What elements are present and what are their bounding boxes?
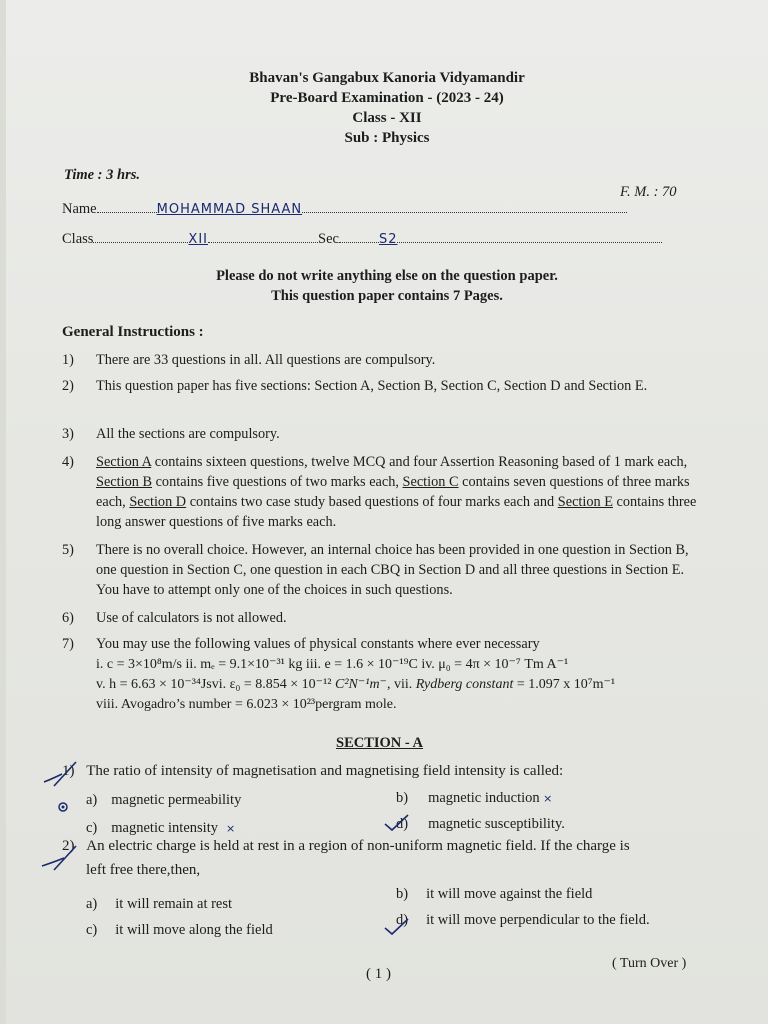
full-marks: F. M. : 70 <box>620 184 677 200</box>
notice-line-2: This question paper contains 7 Pages. <box>271 288 503 304</box>
option-1c: c) magnetic intensity × <box>86 820 236 836</box>
option-1d: d) magnetic susceptibility. <box>396 816 565 832</box>
option-2b: b) it will move against the field <box>396 886 593 902</box>
question-number: 1) <box>62 763 75 779</box>
instructions-heading: General Instructions : <box>62 324 204 340</box>
tick-mark-icon <box>382 812 410 834</box>
class-value: XII <box>188 232 208 247</box>
sec-label: Sec <box>318 231 339 247</box>
turn-over: ( Turn Over ) <box>612 956 687 971</box>
question-paper <box>6 0 768 1024</box>
notice-line-1: Please do not write anything else on the question paper. <box>216 268 558 284</box>
sec-value: S2 <box>378 232 398 247</box>
question-text: An electric charge is held at rest in a region of non-uniform magnetic field. If the charge is <box>86 838 630 854</box>
name-line <box>62 201 627 218</box>
cross-mark-icon: × <box>539 792 553 805</box>
constants-line-1: i. c = 3×10⁸m/s ii. mₑ = 9.1×10⁻³¹ kg iii. e = 1.6 × 10⁻¹⁹C iv. μ₀ = 4π × 10⁻⁷ Tm A⁻¹ <box>96 657 569 672</box>
constants-line-2: v. h = 6.63 × 10⁻³⁴Jsvi. ε₀ = 8.854 × 10⁻¹² C²N⁻¹m⁻, vii. Rydberg constant = 1.097 x 10⁷m⁻¹ <box>96 677 616 692</box>
name-label: Name <box>62 201 97 217</box>
page-number: ( 1 ) <box>366 966 391 982</box>
instructions-list: 1) There are 33 questions in all. All questions are compulsory. 2) This question paper has five sections: Section A, Section B, Section C, Section D and Section E. 3) All the sections are compulsory. 4) Section A contains sixteen questions, twelve MCQ and four Assertion Reasoning based of 1 mark each, Section B contains five questions of two marks each, Section C contains seven questions of three marks each, Section D contains two case study based questions of four marks each and Section E contains three long answer questions of five marks each. 5) There is no overall choice. However, an internal choice has been provided in one question in Section B, one question in Section C, one question in each CBQ in Section D and all three questions in Section E. You have to attempt only one of the choices in such questions. 6) Use of calculators is not allowed. 7) You may use the following values of physical constants where ever necessary i. c = 3×10⁸m/s ii. mₑ = 9.1×10⁻³¹ kg iii. e = 1.6 × 10⁻¹⁹C iv. μ₀ = 4π × 10⁻⁷ Tm A⁻¹ v. h = 6.63 × 10⁻³⁴Jsvi. ε₀ = 8.854 × 10⁻¹² C²N⁻¹m⁻, vii. Rydberg constant = 1.097 x 10⁷m⁻¹ viii. Avogadro’s number = 6.023 × 10²³pergram mole. <box>62 350 702 730</box>
option-2c: c) it will move along the field <box>86 922 273 938</box>
cross-mark-icon: × <box>225 822 236 835</box>
question-number: 2) <box>62 838 75 854</box>
option-1a: a) magnetic permeability <box>86 792 242 808</box>
exam-title: Pre-Board Examination - (2023 - 24) <box>270 90 504 106</box>
tick-mark-icon <box>40 844 80 872</box>
tick-mark-icon <box>40 760 80 788</box>
time-label: Time : 3 hrs. <box>64 167 140 183</box>
question-2-continued: left free there,then, <box>86 862 201 878</box>
question-2 <box>62 838 630 855</box>
dot-mark-icon <box>56 800 70 814</box>
option-2d: d) it will move perpendicular to the field. <box>396 912 650 928</box>
class-label: Class <box>62 231 94 247</box>
question-1 <box>62 763 563 780</box>
name-value: MOHAMMAD SHAAN <box>156 202 303 217</box>
constants-line-3: viii. Avogadro’s number = 6.023 × 10²³pergram mole. <box>96 697 397 712</box>
question-text: The ratio of intensity of magnetisation and magnetising field intensity is called: <box>86 763 564 779</box>
tick-mark-icon <box>382 916 410 938</box>
section-a-title: SECTION - A <box>336 735 424 751</box>
option-2a: a) it will remain at rest <box>86 896 233 912</box>
class-title: Class - XII <box>352 110 422 126</box>
class-line <box>62 231 662 248</box>
subject-title: Sub : Physics <box>344 130 430 146</box>
option-1b: b) magnetic induction × <box>396 790 553 806</box>
school-name: Bhavan's Gangabux Kanoria Vidyamandir <box>249 70 525 86</box>
